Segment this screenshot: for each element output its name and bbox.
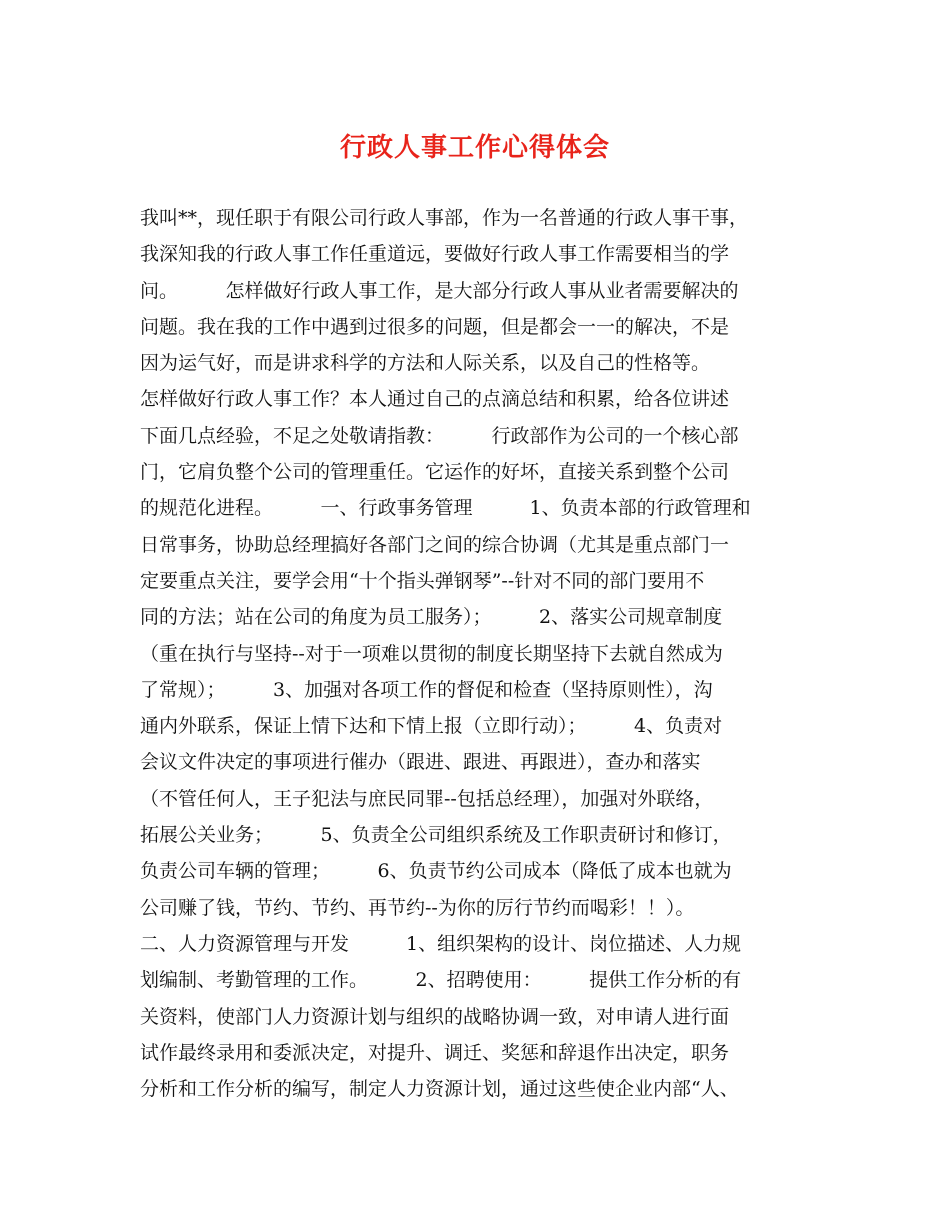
body-line: 公司赚了钱，节约、节约、再节约--为你的厉行节约而喝彩！！）。 <box>140 896 695 919</box>
body-line: （重在执行与坚持--对于一项难以贯彻的制度长期坚持下去就自然成为 <box>140 642 723 665</box>
body-line: 通内外联系，保证上情下达和下情上报（立即行动）； 4、负责对 <box>140 715 723 738</box>
body-line: 同的方法；站在公司的角度为员工服务）； 2、落实公司规章制度 <box>140 606 723 629</box>
body-line: 拓展公关业务； 5、负责全公司组织系统及工作职责研讨和修订， <box>140 824 732 847</box>
body-line: 关资料，使部门人力资源计划与组织的战略协调一致，对申请人进行面 <box>140 1005 730 1028</box>
body-line: 了常规）； 3、加强对各项工作的督促和检查（坚持原则性），沟 <box>140 678 713 701</box>
body-line: 划编制、考勤管理的工作。 2、招聘使用： 提供工作分析的有 <box>140 969 742 992</box>
body-line: （不管任何人，王子犯法与庶民同罪--包括总经理），加强对外联络， <box>140 787 714 810</box>
body-line: 的规范化进程。 一、行政事务管理 1、负责本部的行政管理和 <box>140 497 751 520</box>
document-title: 行政人事工作心得体会 <box>339 133 610 163</box>
body-line: 负责公司车辆的管理； 6、负责节约公司成本（降低了成本也就为 <box>140 860 732 883</box>
body-line: 我叫**，现任职于有限公司行政人事部，作为一名普通的行政人事干事， <box>140 207 749 229</box>
body-line: 问。 怎样做好行政人事工作，是大部分行政人事从业者需要解决的 <box>140 279 739 302</box>
body-line: 会议文件决定的事项进行催办（跟进、跟进、再跟进），查办和落实 <box>140 751 701 774</box>
body-line: 二、人力资源管理与开发 1、组织架构的设计、岗位描述、人力规 <box>140 932 742 955</box>
body-line: 分析和工作分析的编写，制定人力资源计划，通过这些使企业内部“人、 <box>140 1078 739 1101</box>
body-line: 试作最终录用和委派决定，对提升、调迁、奖惩和辞退作出决定，职务 <box>140 1041 730 1064</box>
body-line: 问题。我在我的工作中遇到过很多的问题，但是都会一一的解决，不是 <box>140 315 730 338</box>
body-line: 日常事务，协助总经理搞好各部门之间的综合协调（尤其是重点部门一 <box>140 533 730 556</box>
body-line: 下面几点经验，不足之处敬请指教： 行政部作为公司的一个核心部 <box>140 424 739 447</box>
body-line: 我深知我的行政人事工作任重道远，要做好行政人事工作需要相当的学 <box>140 243 730 266</box>
body-line: 怎样做好行政人事工作？本人通过自己的点滴总结和积累，给各位讲述 <box>140 388 730 411</box>
body-line: 定要重点关注，要学会用“十个指头弹钢琴”--针对不同的部门要用不 <box>140 569 705 592</box>
body-line: 因为运气好，而是讲求科学的方法和人际关系，以及自己的性格等。 <box>140 352 711 375</box>
document-body <box>140 200 820 1107</box>
body-line: 门，它肩负整个公司的管理重任。它运作的好坏，直接关系到整个公司 <box>140 461 730 484</box>
